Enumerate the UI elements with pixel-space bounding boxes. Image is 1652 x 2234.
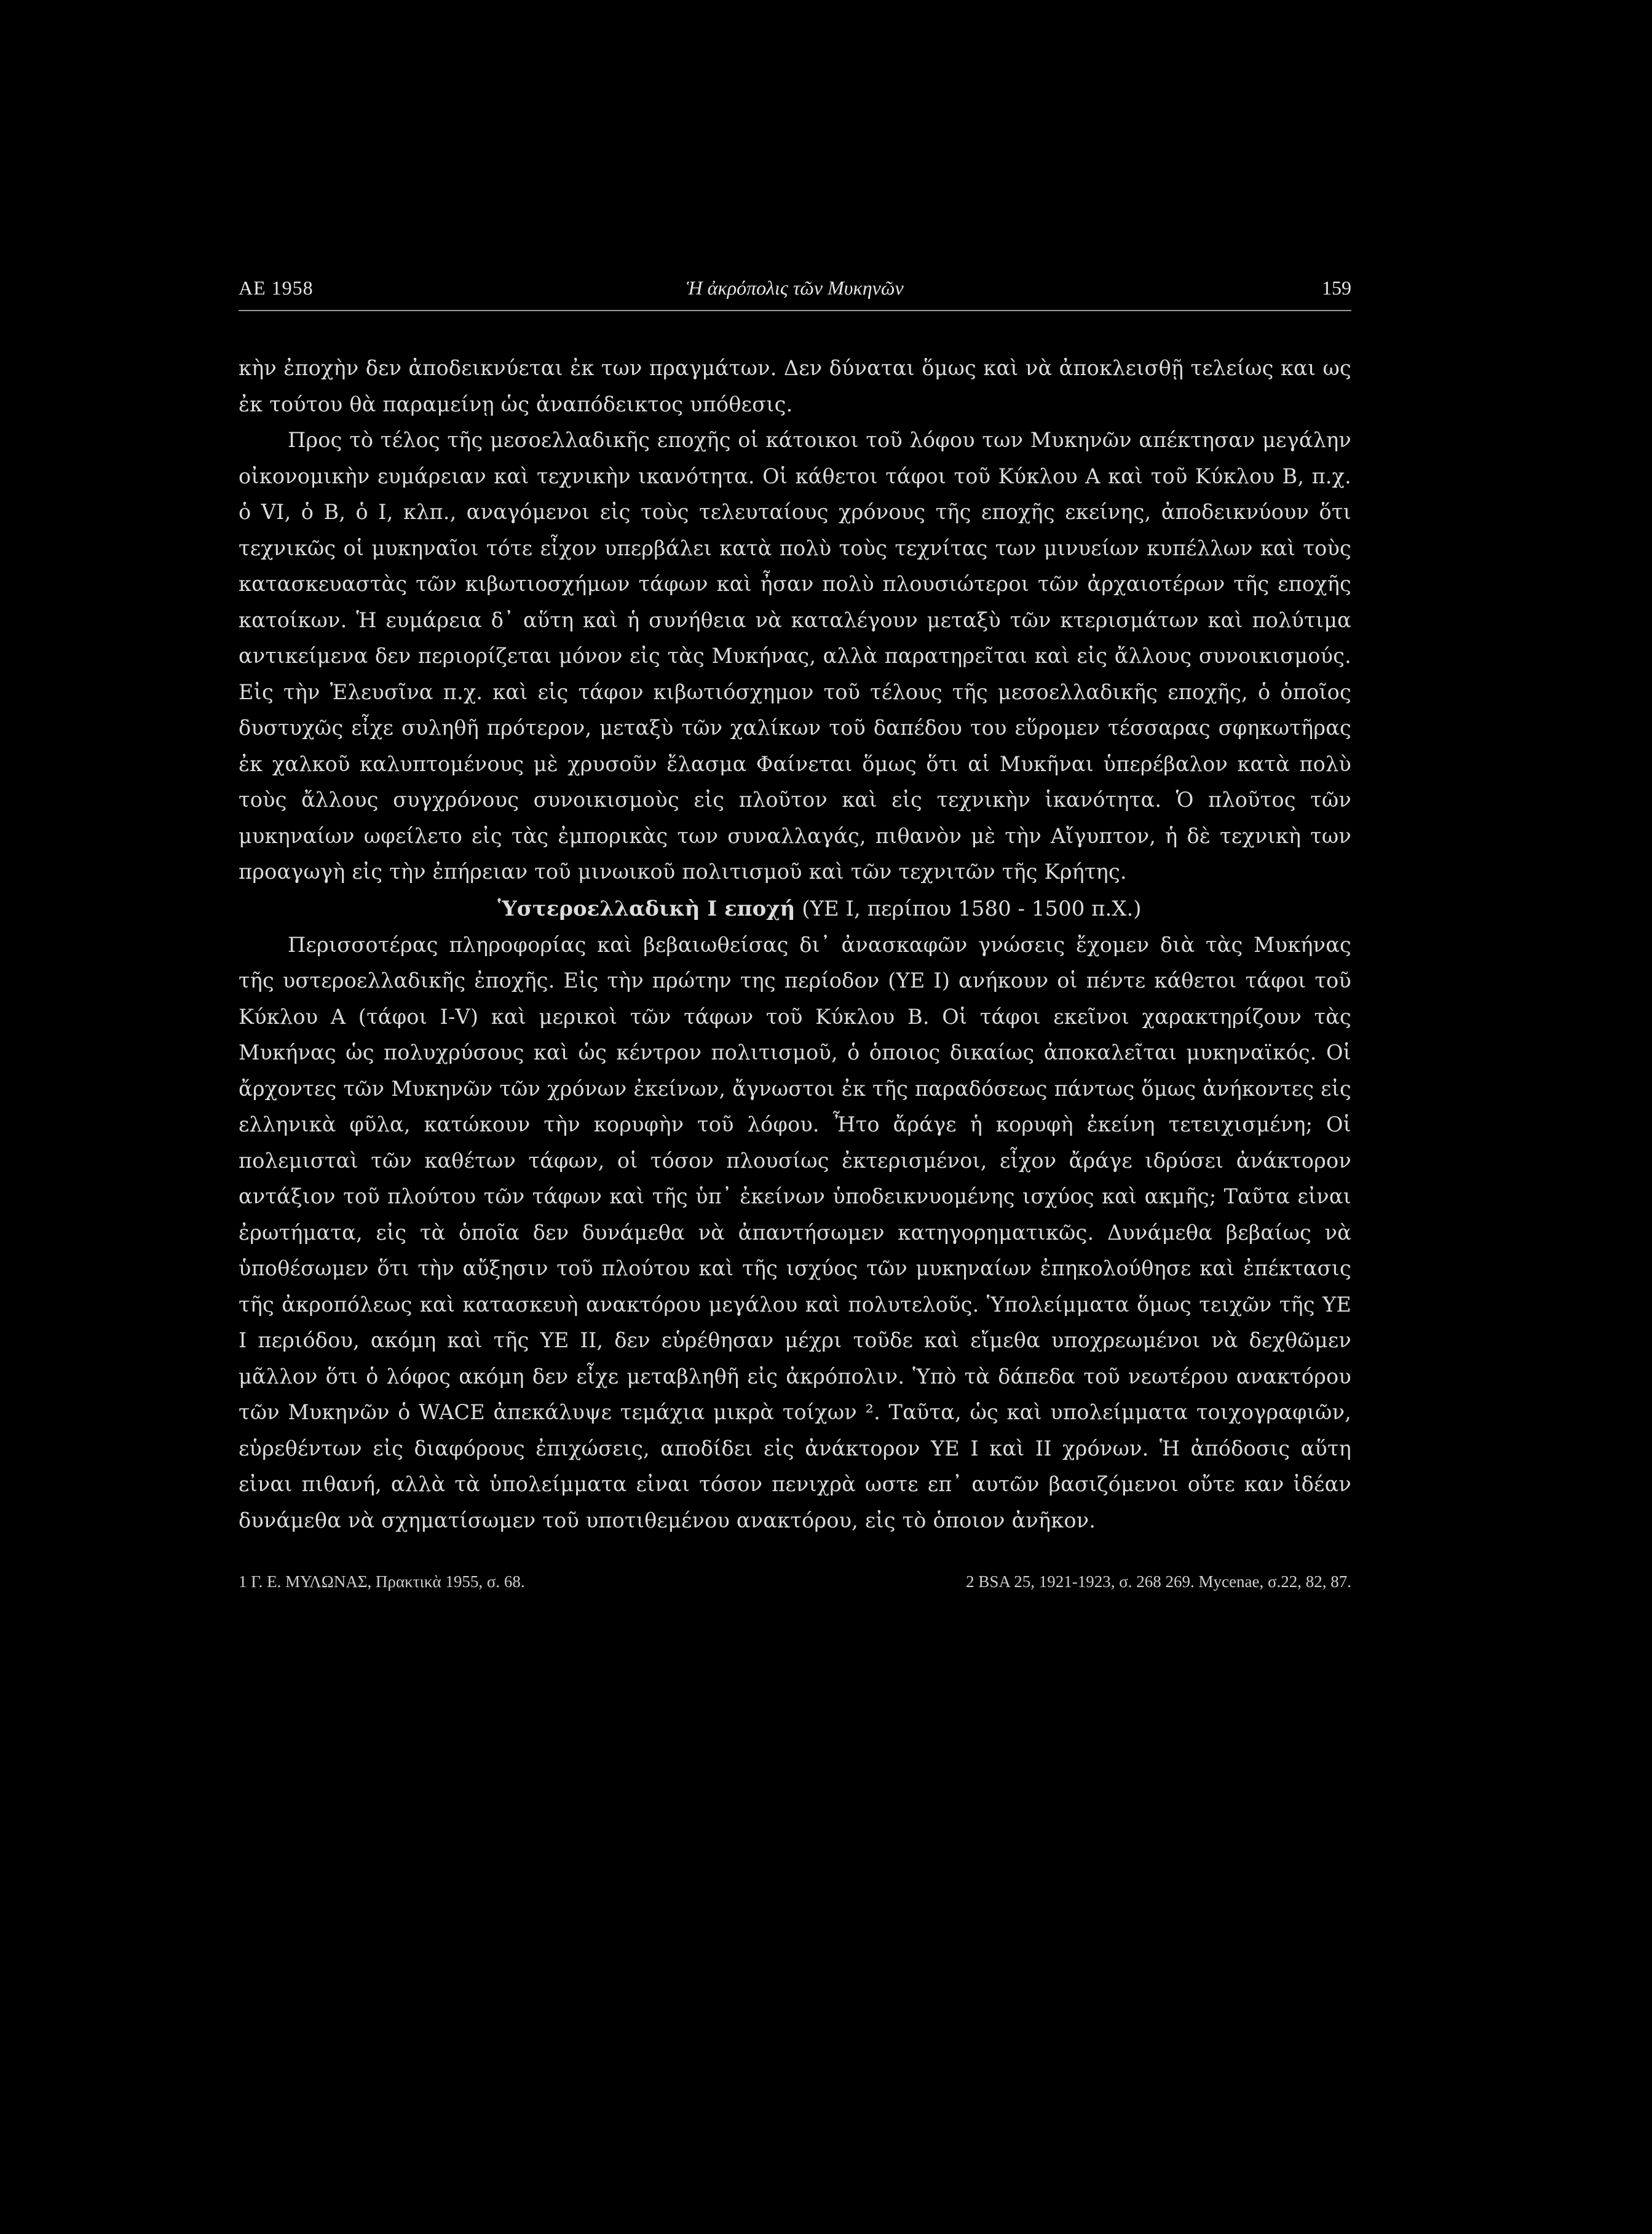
page-number: 159 xyxy=(1322,277,1351,299)
footnote-1: 1 Γ. Ε. ΜΥΛΩΝΑΣ, Πρακτικὰ 1955, σ. 68. xyxy=(239,1572,525,1591)
footnote-2: 2 BSA 25, 1921-1923, σ. 268 269. Mycenae, σ.22, 82, 87. xyxy=(966,1572,1351,1591)
section-heading xyxy=(239,890,1351,927)
page-content xyxy=(239,271,1351,1603)
running-title: Ἡ ἀκρόπολις τῶν Μυκηνῶν xyxy=(686,277,904,299)
paragraph-middle-helladic: Προς τὸ τέλος τῆς μεσοελλαδικῆς εποχῆς οἱ κάτοικοι τοῦ λόφου των Μυκηνῶν απέκτησαν μεγάλην οἰκονομικὴν ευμάρειαν καὶ τεχνικὴν ικανότητα. Οἱ κάθετοι τάφοι τοῦ Κύκλου Α καὶ τοῦ Κύκλου Β, π.χ. ὁ VI, ὁ Β, ὁ Ι, κλπ., αναγόμενοι εἰς τοὺς τελευταίους χρόνους τῆς εποχῆς εκείνης, ἀποδεικνύουν ὅτι τεχνικῶς οἱ μυκηναῖοι τότε εἶχον υπερβάλει κατὰ πολὺ τοὺς τεχνίτας των μινυείων κυπέλλων καὶ τοὺς κατασκευαστὰς τῶν κιβωτιοσχήμων τάφων καὶ ἦσαν πολὺ πλουσιώτεροι τῶν ἀρχαιοτέρων τῆς εποχῆς κατοίκων. Ἡ ευμάρεια δ᾿ αὕτη καὶ ἡ συνήθεια νὰ καταλέγουν μεταξὺ τῶν κτερισμάτων καὶ πολύτιμα αντικείμενα δεν περιορίζεται μόνον εἰς τὰς Μυκήνας, αλλὰ παρατηρεῖται καὶ εἰς ἄλλους συνοικισμούς. Εἰς τὴν Ἐλευσῖνα π.χ. καὶ εἰς τάφον κιβωτιόσχημον τοῦ τέλους τῆς μεσοελλαδικῆς εποχῆς, ὁ ὁποῖος δυστυχῶς εἶχε συληθῆ πρότερον, μεταξὺ τῶν χαλίκων τοῦ δαπέδου του εὕρομεν τέσσαρας σφηκωτῆρας ἐκ χαλκοῦ καλυπτομένους μὲ χρυσοῦν ἔλασμα Φαίνεται ὅμως ὅτι αἱ Μυκῆναι ὑπερέβαλον κατὰ πολὺ τοὺς ἄλλους συγχρόνους συνοικισμοὺς εἰς πλοῦτον καὶ εἰς τεχνικὴν ἱκανότητα. Ὁ πλοῦτος τῶν μυκηναίων ωφείλετο εἰς τὰς ἐμπορικὰς των συναλλαγάς, πιθανὸν μὲ τὴν Αἴγυπτον, ἡ δὲ τεχνικὴ των προαγωγὴ εἰς τὴν ἐπήρειαν τοῦ μινωικοῦ πολιτισμοῦ καὶ τῶν τεχνιτῶν τῆς Κρήτης. xyxy=(239,428,1351,884)
paragraph-late-helladic: Περισσοτέρας πληροφορίας καὶ βεβαιωθείσας δι᾿ ἀνασκαφῶν γνώσεις ἔχομεν διὰ τὰς Μυκήνας τῆς υστεροελλαδικῆς ἐποχῆς. Εἰς τὴν πρώτην της περίοδον (ΥΕ Ι) ανήκουν οἱ πέντε κάθετοι τάφοι τοῦ Κύκλου Α (τάφοι Ι-V) καὶ μερικοὶ τῶν τάφων τοῦ Κύκλου Β. Οἱ τάφοι εκεῖνοι χαρακτηρίζουν τὰς Μυκήνας ὡς πολυχρύσους καὶ ὡς κέντρον πολιτισμοῦ, ὁ ὁποιος δικαίως ἀποκαλεῖται μυκηναϊκός. Οἱ ἄρχοντες τῶν Μυκηνῶν τῶν χρόνων ἐκείνων, ἄγνωστοι ἐκ τῆς παραδόσεως πάντως ὅμως ἀνήκοντες εἰς ελληνικὰ φῦλα, κατώκουν τὴν κορυφὴν τοῦ λόφου. Ἦτο ἄράγε ἡ κορυφὴ ἐκείνη τετειχισμένη; Οἱ πολεμισταὶ τῶν καθέτων τάφων, οἱ τόσον πλουσίως ἐκτερισμένοι, εἶχον ἄράγε ιδρύσει ἀνάκτορον αντάξιον τοῦ πλούτου τῶν τάφων καὶ τῆς ὑπ᾿ ἐκείνων ὑποδεικνυομένης ισχύος καὶ ακμῆς; Ταῦτα εἰναι ἐρωτήματα, εἰς τὰ ὁποῖα δεν δυνάμεθα νὰ ἀπαντήσωμεν κατηγορηματικῶς. Δυνάμεθα βεβαίως νὰ ὑποθέσωμεν ὅτι τὴν αὔξησιν τοῦ πλούτου καὶ τῆς ισχύος τῶν μυκηναίων ἐπηκολούθησε καὶ ἐπέκτασις τῆς ἀκροπόλεως καὶ κατασκευὴ ανακτόρου μεγάλου καὶ πολυτελοῦς. Ὑπολείμματα ὅμως τειχῶν τῆς ΥΕ Ι περιόδου, ακόμη καὶ τῆς ΥΕ ΙΙ, δεν εὑρέθησαν μέχρι τοῦδε καὶ εἴμεθα υποχρεωμένοι νὰ δεχθῶμεν μᾶλλον ὅτι ὁ λόφος ακόμη δεν εἶχε μεταβληθῆ εἰς ἀκρόπολιν. Ὑπὸ τὰ δάπεδα τοῦ νεωτέρου ανακτόρου τῶν Μυκηνῶν ὁ WACE ἀπεκάλυψε τεμάχια μικρὰ τοίχων ². Ταῦτα, ὡς καὶ υπολείμματα τοιχογραφιῶν, εὑρεθέντων εἰς διαφόρους ἐπιχώσεις, αποδίδει εἰς ἀνάκτορον ΥΕ Ι καὶ ΙΙ χρόνων. Ἡ ἀπόδοσις αὕτη εἰναι πιθανή, αλλὰ τὰ ὑπολείμματα εἰναι τόσον πενιχρὰ ωστε επ᾿ αυτῶν βασιζόμενοι οὔτε καν ἰδέαν δυνάμεθα νὰ σχηματίσωμεν τοῦ υποτιθεμένου ανακτόρου, εἰς τὸ ὁποιον ἀνῆκον. xyxy=(239,932,1351,1532)
footnotes xyxy=(239,1572,1351,1603)
running-header xyxy=(239,271,1351,307)
body-text xyxy=(239,351,1351,1539)
header-rule xyxy=(239,310,1351,311)
paragraph-continued: κὴν ἐποχὴν δεν ἀποδεικνύεται ἐκ των πραγμάτων. Δεν δύναται ὅμως καὶ νὰ ἀποκλεισθῇ τελείως και ως ἐκ τούτου θὰ παραμείνῃ ὡς ἀναπόδεικτος υπόθεσις. xyxy=(239,356,1351,416)
section-heading-dates: (ΥΕ Ι, περίπου 1580 - 1500 π.Χ.) xyxy=(795,896,1142,921)
section-heading-title: Ὑστεροελλαδικὴ Ι εποχή xyxy=(497,896,796,921)
journal-reference: ΑΕ 1958 xyxy=(239,277,314,299)
